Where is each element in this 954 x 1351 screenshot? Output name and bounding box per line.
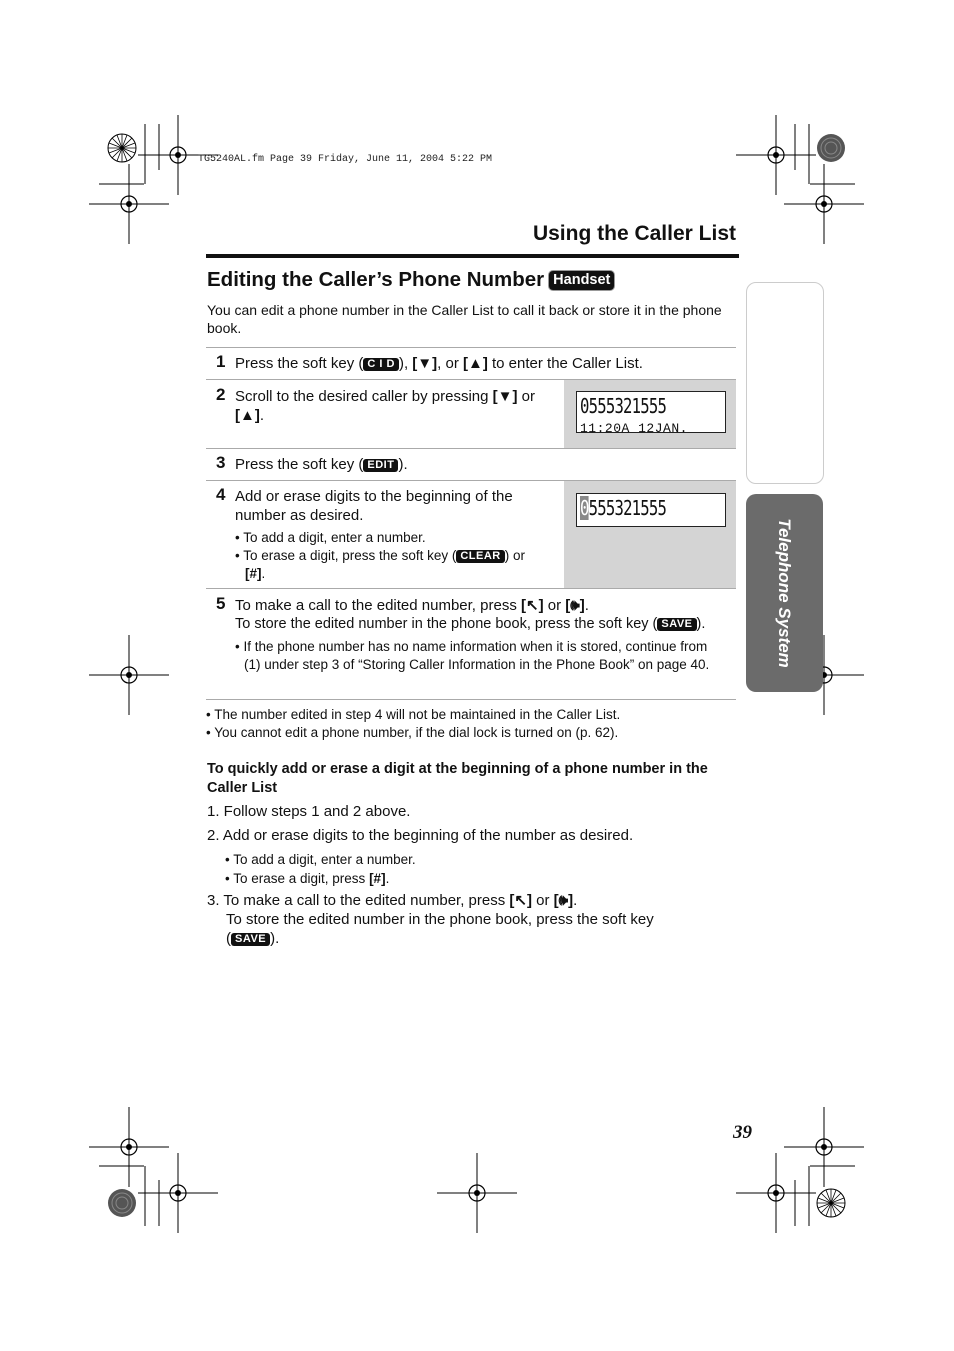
down-key: [▼]: [412, 355, 438, 372]
hash-key: [#]: [245, 566, 262, 581]
text: ).: [398, 456, 408, 473]
text: Scroll to the desired caller by pressing: [235, 388, 493, 405]
page-number: 39: [733, 1122, 752, 1143]
bullet-erase-digit: [225, 869, 725, 888]
store-instruction: To store the edited number in the phone book, press the soft key: [226, 911, 654, 928]
page-title: [207, 268, 615, 292]
text: .: [261, 566, 266, 581]
file-info: TG5240AL.fm Page 39 Friday, June 11, 2004 5:22 PM: [198, 154, 493, 165]
lcd-digits: 555321555: [588, 496, 667, 520]
step-text: Add or erase digits to the beginning of the number as desired.: [235, 488, 513, 524]
hash-key: [#]: [369, 871, 386, 886]
notes: [206, 706, 736, 742]
store-key-line: [226, 929, 737, 948]
display-panel: [564, 481, 736, 589]
text: .: [259, 407, 265, 424]
lcd-number: [580, 496, 666, 520]
text: To make a call to the edited number, press: [235, 597, 521, 614]
text: or: [543, 597, 566, 614]
lcd-cursor: 0: [580, 496, 589, 520]
page-title-text: Editing the Caller’s Phone Number: [207, 268, 545, 291]
quick-step-3: [207, 891, 737, 948]
text: , or: [437, 355, 463, 372]
text: Press the soft key (: [235, 355, 364, 372]
display-panel: [564, 380, 736, 449]
step-number: 3: [216, 453, 226, 472]
save-key: SAVE: [231, 933, 270, 946]
text: (: [226, 930, 231, 947]
text: ) or: [504, 548, 525, 563]
step-text: [235, 596, 730, 634]
lcd-display: [576, 493, 726, 527]
talk-key: [↖]: [509, 892, 532, 909]
up-key: [▲]: [462, 355, 488, 372]
step-bullet-name-info: • If the phone number has no name information when it is stored, continue from (1) under step 3 of “Storing Caller Information in the Phone Book” on page 40.: [235, 639, 710, 672]
speaker-key: [🕪]: [553, 892, 574, 909]
save-key: SAVE: [657, 618, 696, 631]
text: Press the soft key (: [235, 456, 364, 473]
text: .: [584, 597, 589, 614]
call-instruction: [235, 596, 730, 615]
step-number: 4: [216, 485, 226, 504]
call-instruction: [207, 891, 737, 910]
step-text: [235, 387, 555, 425]
quick-bullets: [225, 850, 725, 888]
cid-key: C I D: [363, 358, 399, 371]
step-number: 5: [216, 594, 226, 613]
down-key: [▼]: [492, 388, 518, 405]
side-tab-blank: [746, 282, 824, 484]
lcd-time: 11:20A 12JAN.: [580, 421, 688, 436]
title-rule: [206, 254, 739, 258]
text: • To erase a digit, press the soft key (: [235, 548, 457, 563]
note-2: • You cannot edit a phone number, if the dial lock is turned on (p. 62).: [206, 725, 619, 740]
up-key: [▲]: [235, 407, 260, 424]
step-text: [235, 354, 643, 373]
step-number: 2: [216, 385, 226, 404]
bullet-add-digit: • To add a digit, enter a number.: [225, 852, 416, 867]
text: ).: [270, 930, 280, 947]
lcd-display: [576, 391, 726, 436]
text: • To erase a digit, press: [225, 871, 370, 886]
intro-text: You can edit a phone number in the Caller List to call it back or store it in the phone book.: [207, 302, 722, 336]
step-4: [206, 480, 736, 589]
store-instruction: [235, 615, 730, 634]
note-1: • The number edited in step 4 will not be maintained in the Caller List.: [206, 707, 621, 722]
text: or: [531, 892, 554, 909]
step-bullets: [235, 529, 555, 583]
text: To store the edited number in the phone book, press the soft key (: [235, 616, 658, 632]
text: ).: [696, 616, 706, 632]
text: ),: [398, 355, 413, 372]
bullet-erase-digit: [235, 547, 555, 583]
section-title: Using the Caller List: [532, 222, 736, 245]
side-tab-label: Telephone System: [775, 518, 794, 668]
text: 3. To make a call to the edited number, press: [207, 892, 510, 909]
step-number: 1: [216, 352, 226, 371]
quick-step-1: 1. Follow steps 1 and 2 above.: [207, 803, 411, 820]
quick-step-2: 2. Add or erase digits to the beginning of the number as desired.: [207, 827, 634, 844]
clear-key: CLEAR: [456, 550, 504, 563]
step-1: [206, 347, 736, 380]
step-text: [235, 455, 408, 474]
text: .: [385, 871, 390, 886]
step-5: [206, 588, 736, 700]
text: .: [573, 892, 578, 909]
handset-badge: Handset: [548, 270, 615, 291]
bullet-add-digit: • To add a digit, enter a number.: [235, 530, 426, 545]
step-2: [206, 379, 736, 449]
text: to enter the Caller List.: [487, 355, 643, 372]
talk-key: [↖]: [521, 597, 544, 614]
subheading: To quickly add or erase a digit at the beginning of a phone number in the Caller List: [207, 761, 708, 796]
step-3: [206, 448, 736, 481]
speaker-key: [🕪]: [565, 597, 585, 614]
edit-key: EDIT: [363, 459, 398, 472]
lcd-number: 0555321555: [580, 394, 667, 418]
text: or: [517, 388, 535, 405]
